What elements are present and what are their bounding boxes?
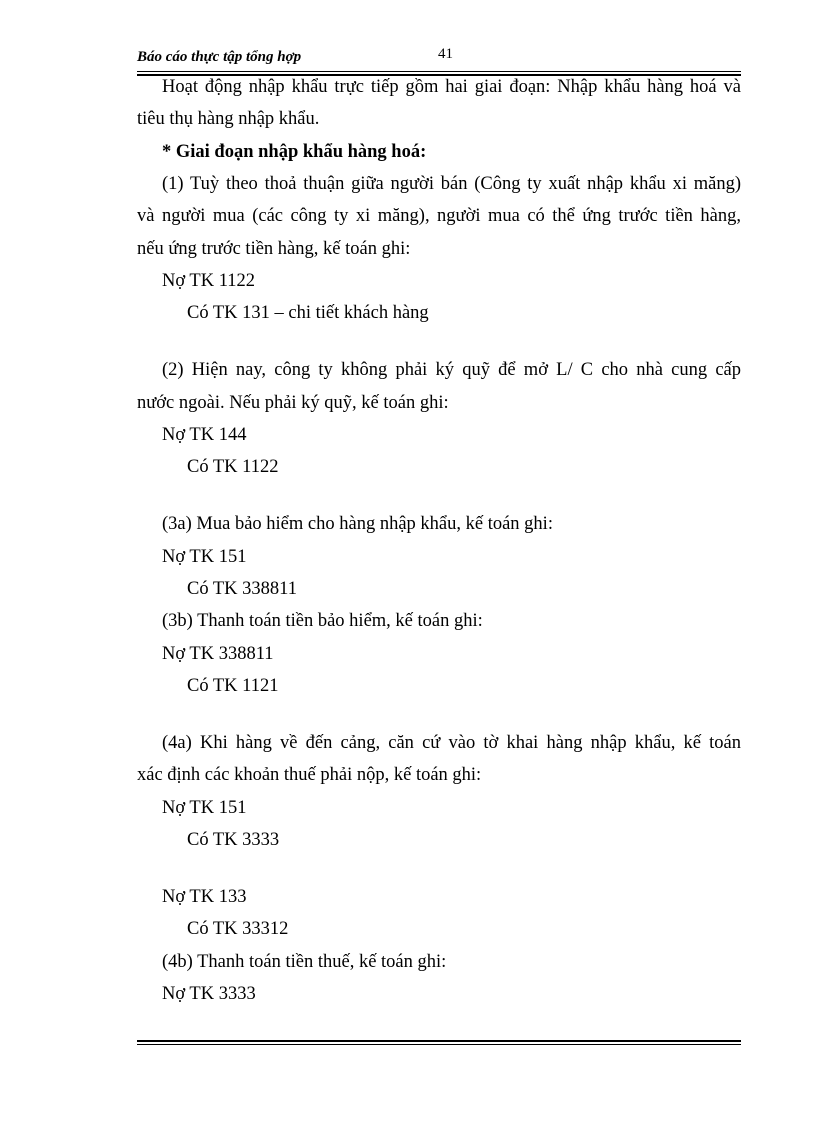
debit-entry: Nợ TK 1122	[162, 271, 256, 291]
header-rule-thin	[137, 71, 741, 72]
debit-entry: Nợ TK 338811	[162, 644, 274, 664]
credit-entry: Có TK 1122	[187, 457, 279, 477]
credit-entry: Có TK 338811	[187, 579, 297, 599]
debit-entry: Nợ TK 151	[162, 547, 247, 567]
paragraph-line: tiêu thụ hàng nhập khẩu.	[137, 109, 320, 129]
credit-entry: Có TK 3333	[187, 830, 280, 850]
debit-entry: Nợ TK 133	[162, 887, 247, 907]
credit-entry: Có TK 33312	[187, 919, 289, 939]
header-title: Báo cáo thực tập tổng hợp	[137, 49, 302, 65]
paragraph-line: xác định các khoản thuế phải nộp, kế toán ghi:	[137, 765, 482, 785]
debit-entry: Nợ TK 144	[162, 425, 247, 445]
paragraph-line: (3a) Mua bảo hiểm cho hàng nhập khẩu, kế toán ghi:	[162, 514, 553, 534]
footer-rule-thick	[137, 1040, 741, 1042]
section-heading: * Giai đoạn nhập khẩu hàng hoá:	[162, 142, 427, 162]
paragraph-line: (1) Tuỳ theo thoả thuận giữa người bán (Công ty xuất nhập khẩu xi măng)	[162, 174, 741, 194]
debit-entry: Nợ TK 3333	[162, 984, 256, 1004]
paragraph-line: (4a) Khi hàng về đến cảng, căn cứ vào tờ khai hàng nhập khẩu, kế toán	[162, 733, 741, 753]
paragraph-line: Hoạt động nhập khẩu trực tiếp gồm hai giai đoạn: Nhập khẩu hàng hoá và	[162, 77, 741, 97]
footer-rule-thin	[137, 1044, 741, 1045]
page-number: 41	[438, 46, 453, 62]
paragraph-line: nếu ứng trước tiền hàng, kế toán ghi:	[137, 239, 411, 259]
paragraph-line: nước ngoài. Nếu phải ký quỹ, kế toán ghi:	[137, 393, 449, 413]
credit-entry: Có TK 1121	[187, 676, 279, 696]
credit-entry: Có TK 131 – chi tiết khách hàng	[187, 303, 429, 323]
paragraph-line: và người mua (các công ty xi măng), người mua có thể ứng trước tiền hàng,	[137, 206, 741, 226]
paragraph-line: (3b) Thanh toán tiền bảo hiểm, kế toán ghi:	[162, 611, 483, 631]
debit-entry: Nợ TK 151	[162, 798, 247, 818]
paragraph-line: (4b) Thanh toán tiền thuế, kế toán ghi:	[162, 952, 447, 972]
paragraph-line: (2) Hiện nay, công ty không phải ký quỹ để mở L/ C cho nhà cung cấp	[162, 360, 741, 380]
